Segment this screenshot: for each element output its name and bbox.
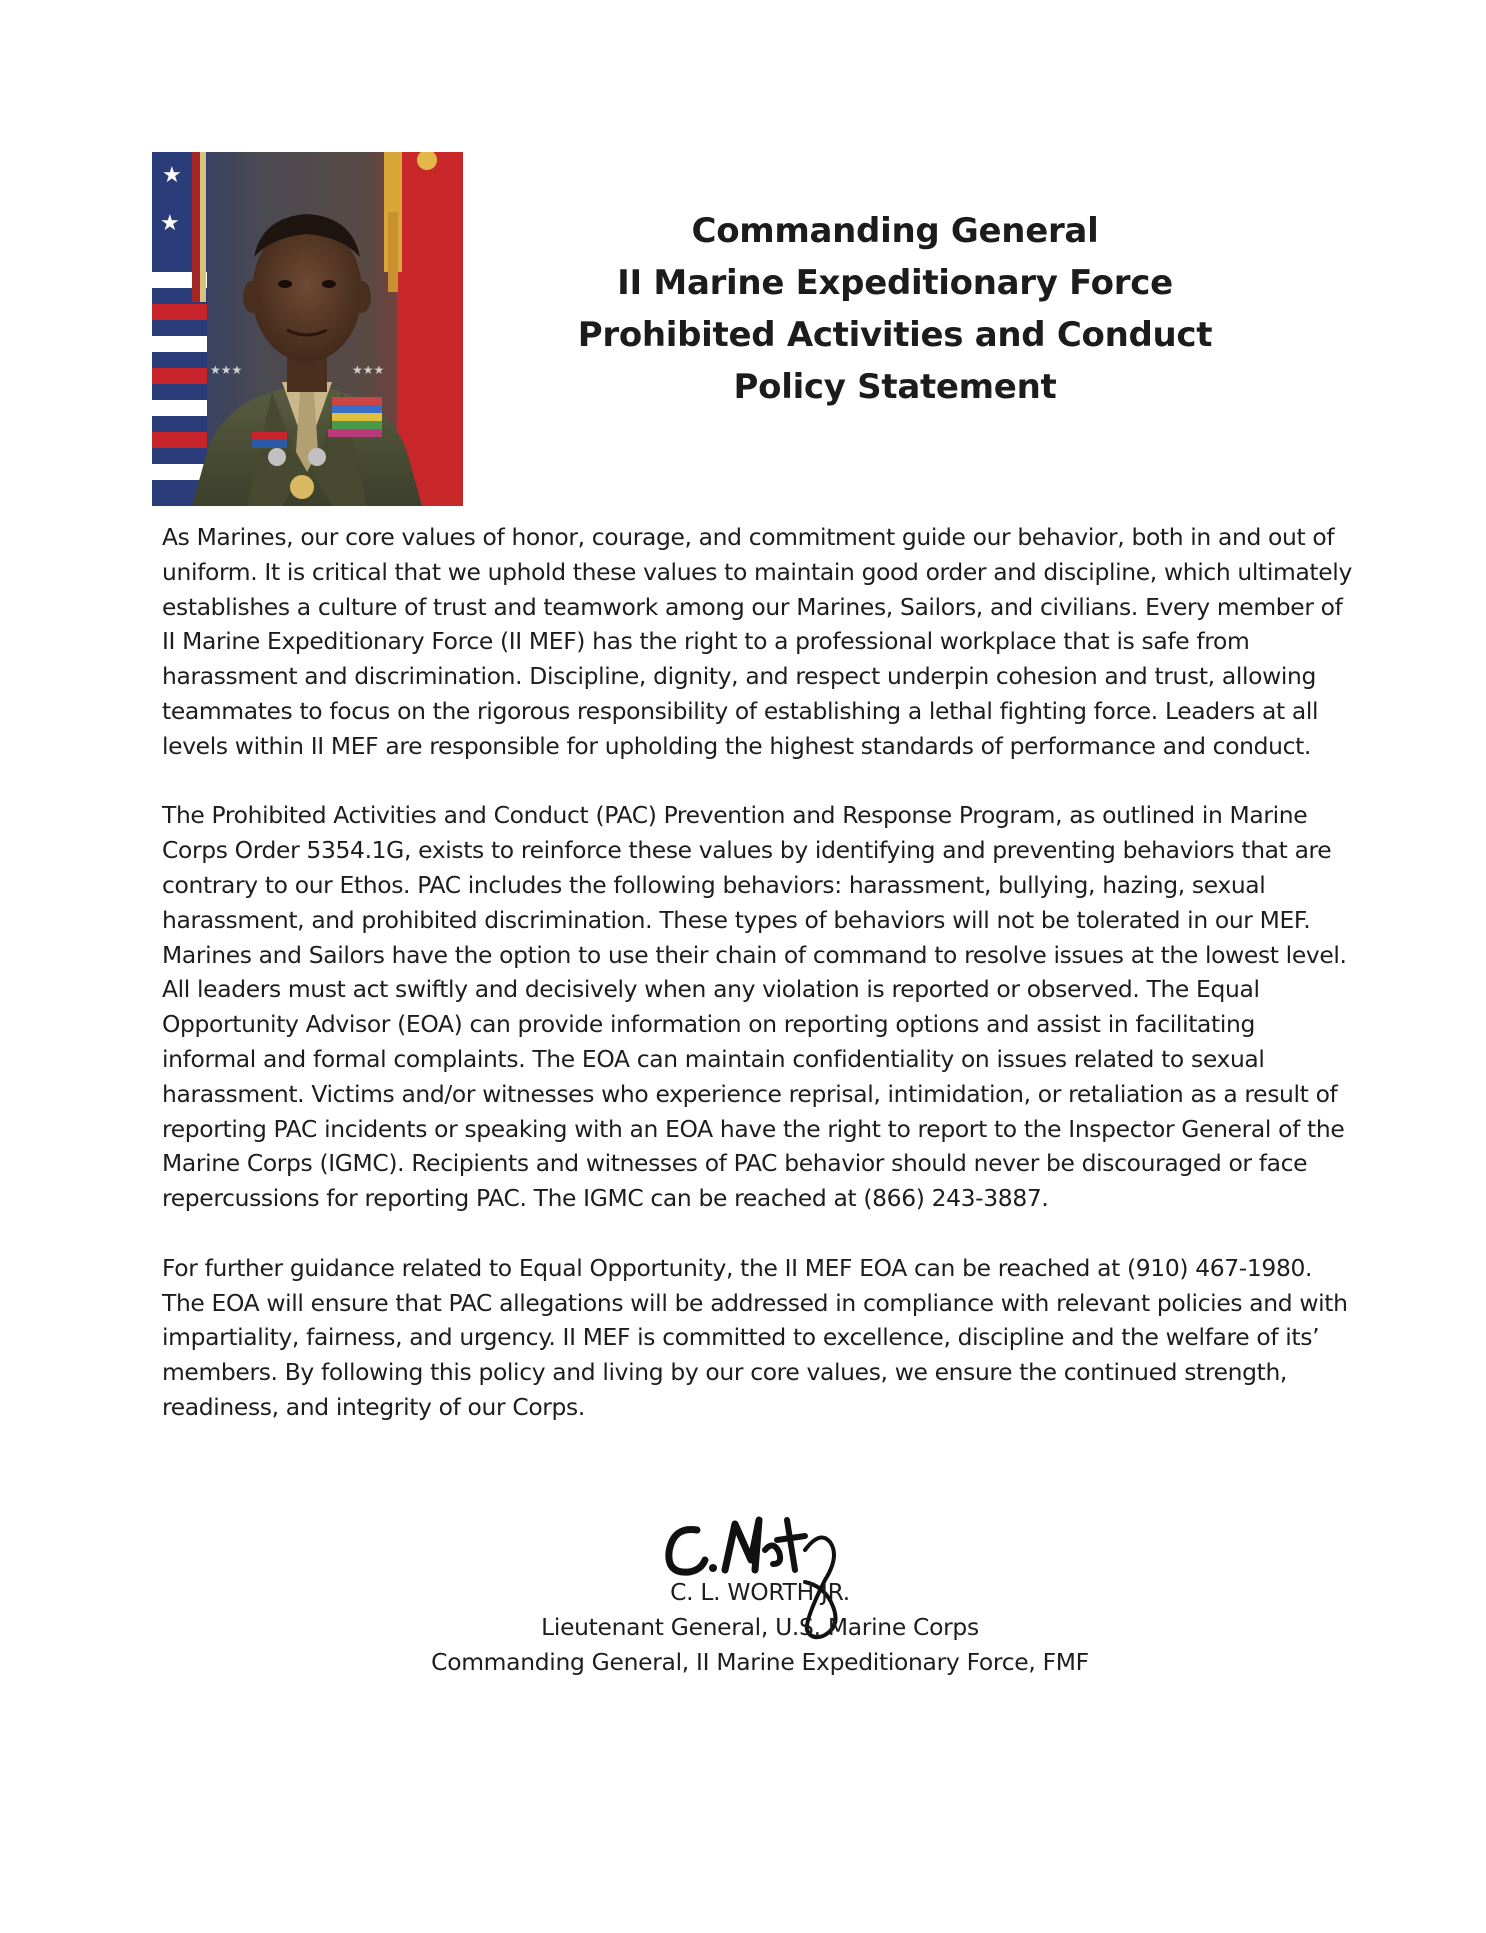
title-line-1: Commanding General	[691, 211, 1099, 251]
commanding-general-portrait	[152, 152, 463, 506]
portrait-image	[152, 152, 463, 506]
paragraph-eo-guidance: For further guidance related to Equal Opportunity, the II MEF EOA can be reached at (910) 467-1980. The EOA will ensure that PAC allegations will be addressed in compliance with relevant policies and with impartiality, fairness, and urgency. II MEF is committed to excellence, discipline and the welfare of its’ members. By following this policy and living by our core values, we ensure the continued strength, readiness, and integrity of our Corps.	[162, 1253, 1348, 1421]
signature-block	[380, 1575, 1140, 1680]
policy-body	[162, 520, 1352, 1460]
signatory-name: C. L. WORTH JR.	[670, 1578, 850, 1606]
signatory-rank: Lieutenant General, U.S. Marine Corps	[541, 1613, 979, 1641]
document-title	[560, 205, 1230, 413]
svg-text:★★★: ★★★	[352, 363, 385, 377]
paragraph-pac-program: The Prohibited Activities and Conduct (PAC) Prevention and Response Program, as outlined in Marine Corps Order 5354.1G, exists to reinforce these values by identifying and preventing behaviors that are contrary to our Ethos. PAC includes the following behaviors: harassment, bullying, hazing, sexual harassment, and prohibited discrimination. These types of behaviors will not be tolerated in our MEF. Marines and Sailors have the option to use their chain of command to resolve issues at the lowest level. All leaders must act swiftly and decisively when any violation is reported or observed. The Equal Opportunity Advisor (EOA) can provide information on reporting options and assist in facilitating informal and formal complaints. The EOA can maintain confidentiality on issues related to sexual harassment. Victims and/or witnesses who experience reprisal, intimidation, or retaliation as a result of reporting PAC incidents or speaking with an EOA have the right to report to the Inspector General of the Marine Corps (IGMC). Recipients and witnesses of PAC behavior should never be discouraged or face repercussions for reporting PAC. The IGMC can be reached at (866) 243-3887.	[162, 801, 1347, 1213]
title-line-3: Prohibited Activities and Conduct	[577, 315, 1213, 355]
title-line-2: II Marine Expeditionary Force	[617, 263, 1173, 303]
paragraph-core-values: As Marines, our core values of honor, courage, and commitment guide our behavior, both in and out of uniform. It is critical that we uphold these values to maintain good order and discipline, which ultimately establishes a culture of trust and teamwork among our Marines, Sailors, and civilians. Every member of II Marine Expeditionary Force (II MEF) has the right to a professional workplace that is safe from harassment and discrimination. Discipline, dignity, and respect underpin cohesion and trust, allowing teammates to focus on the rigorous responsibility of establishing a lethal fighting force. Leaders at all levels within II MEF are responsible for upholding the highest standards of performance and conduct.	[162, 523, 1352, 760]
svg-text:★★★: ★★★	[210, 363, 243, 377]
signatory-position: Commanding General, II Marine Expeditionary Force, FMF	[431, 1648, 1089, 1676]
svg-text:★: ★	[162, 163, 182, 188]
title-line-4: Policy Statement	[733, 367, 1057, 407]
svg-text:★: ★	[160, 211, 180, 236]
